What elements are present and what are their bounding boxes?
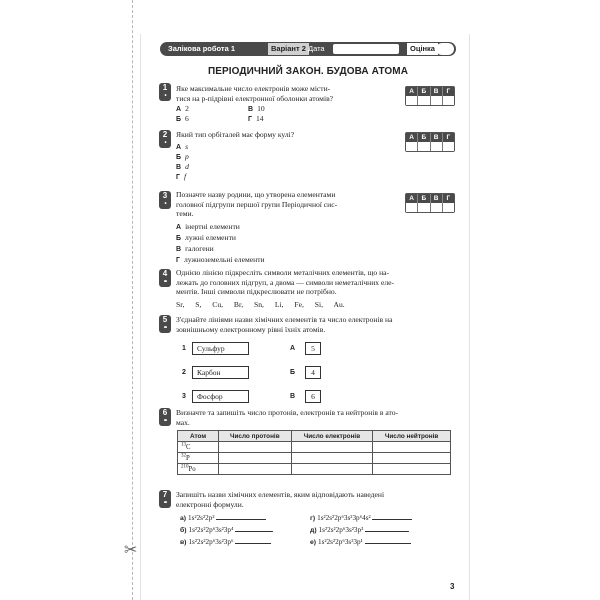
match-left-number-2: 2 bbox=[182, 369, 186, 376]
question-number-5: 5 •• bbox=[159, 315, 171, 333]
answer-cell[interactable] bbox=[219, 464, 292, 475]
match-right-letter-a: А bbox=[290, 345, 296, 352]
difficulty-dots: •• bbox=[163, 500, 167, 506]
question-3-text: Позначте назву родини, що утворена елементами головної підгрупи першої групи Періодичної сис- теми. bbox=[176, 190, 338, 219]
header-atom: Атом bbox=[178, 431, 219, 442]
question-6-text: Визначте та запишіть число протонів, електронів та нейтронів в ато- мах. bbox=[176, 408, 399, 427]
table-header-row bbox=[178, 431, 451, 442]
answer-cell[interactable] bbox=[219, 453, 292, 464]
answer-line[interactable] bbox=[365, 525, 409, 532]
element-box-3[interactable]: Фосфор bbox=[192, 390, 249, 403]
q1-option-d[interactable]: Г 14 bbox=[248, 114, 264, 123]
scissors-icon: ✂ bbox=[124, 540, 138, 559]
atom-cell: $^{210}$Po bbox=[178, 464, 219, 475]
page-title: ПЕРІОДИЧНИЙ ЗАКОН. БУДОВА АТОМА bbox=[207, 66, 409, 77]
question-number-6: 6 •• bbox=[159, 408, 171, 426]
table-row bbox=[178, 453, 451, 464]
answer-line[interactable] bbox=[235, 537, 271, 544]
question-number-4: 4 •• bbox=[159, 269, 171, 287]
atoms-table bbox=[177, 430, 451, 475]
formula-e: д) 1s²2s²2p⁶3s²3p³ bbox=[310, 525, 409, 534]
value-box-c[interactable]: 6 bbox=[305, 390, 321, 403]
answer-line[interactable] bbox=[235, 525, 273, 532]
atom-cell: $^{13}$C bbox=[178, 442, 219, 453]
element-box-1[interactable]: Сульфур bbox=[192, 342, 249, 355]
answer-cell[interactable] bbox=[373, 453, 451, 464]
question-5-text: З'єднайте лініями назви хімічних елементів та число електронів на зовнішньому електронному рівні їхніх атомів. bbox=[176, 315, 393, 334]
page-number: 3 bbox=[450, 582, 455, 591]
table-row bbox=[178, 442, 451, 453]
answer-cell[interactable] bbox=[219, 442, 292, 453]
answer-grid-1[interactable]: А Б В Г bbox=[405, 86, 455, 106]
q1-option-a[interactable]: А 2 bbox=[176, 104, 189, 113]
q3-option-d[interactable]: Г лужноземельні елементи bbox=[176, 255, 265, 264]
header-electrons: Число електронів bbox=[291, 431, 373, 442]
question-number-3: 3 • bbox=[159, 191, 171, 209]
cut-line bbox=[132, 0, 133, 600]
grade-label: Оцінка bbox=[407, 43, 438, 55]
q1-option-c[interactable]: В 10 bbox=[248, 104, 265, 113]
difficulty-dots: •• bbox=[163, 279, 167, 285]
formula-c: в) 1s²2s²2p⁶3s²3p⁶ bbox=[180, 537, 271, 546]
match-right-letter-b: Б bbox=[290, 369, 296, 376]
answer-cell[interactable] bbox=[291, 464, 373, 475]
grade-field[interactable] bbox=[436, 43, 454, 55]
q2-option-d[interactable]: Г f bbox=[176, 172, 187, 181]
answer-cell[interactable] bbox=[291, 453, 373, 464]
date-label: Дата bbox=[308, 44, 325, 53]
atom-cell: $^{32}$P bbox=[178, 453, 219, 464]
value-box-a[interactable]: 5 bbox=[305, 342, 321, 355]
work-label: Залікова робота 1 bbox=[168, 44, 236, 53]
question-1-text: Яке максимальне число електронів може місти- тися на p-підрівні електронної оболонки атомів? bbox=[176, 84, 334, 103]
match-left-number-3: 3 bbox=[182, 393, 186, 400]
formula-f: е) 1s²2s²2p⁶3s²3p¹ bbox=[310, 537, 411, 546]
q2-option-b[interactable]: Б p bbox=[176, 152, 189, 161]
match-left-number-1: 1 bbox=[182, 345, 186, 352]
answer-grid-3[interactable]: А Б В Г bbox=[405, 193, 455, 213]
answer-cell[interactable] bbox=[373, 464, 451, 475]
formula-b: б) 1s²2s²2p⁶3s²3p⁴ bbox=[180, 525, 273, 534]
difficulty-dots: •• bbox=[163, 418, 167, 424]
date-field[interactable] bbox=[333, 44, 399, 54]
table-row bbox=[178, 464, 451, 475]
difficulty-dots: • bbox=[164, 201, 166, 207]
header-bar bbox=[160, 42, 456, 56]
q1-option-b[interactable]: Б 6 bbox=[176, 114, 189, 123]
difficulty-dots: • bbox=[164, 140, 166, 146]
q3-option-a[interactable]: А інертні елементи bbox=[176, 222, 240, 231]
match-right-letter-c: В bbox=[290, 393, 296, 400]
question-number-2: 2 • bbox=[159, 130, 171, 148]
value-box-b[interactable]: 4 bbox=[305, 366, 321, 379]
formula-d: г) 1s²2s²2p⁶3s²3p⁶4s² bbox=[310, 513, 412, 522]
q2-option-a[interactable]: А s bbox=[176, 142, 189, 151]
difficulty-dots: • bbox=[164, 93, 166, 99]
answer-line[interactable] bbox=[365, 537, 411, 544]
question-number-7: 7 •• bbox=[159, 490, 171, 508]
formula-a: а) 1s²2s²2p² bbox=[180, 513, 266, 522]
answer-grid-2[interactable]: А Б В Г bbox=[405, 132, 455, 152]
answer-cell[interactable] bbox=[291, 442, 373, 453]
variant-label: Варіант 2 bbox=[268, 43, 309, 55]
question-7-text: Запишіть назви хімічних елементів, яким відповідають наведені електронні формули. bbox=[176, 490, 385, 509]
element-box-2[interactable]: Карбон bbox=[192, 366, 249, 379]
q3-option-c[interactable]: В галогени bbox=[176, 244, 214, 253]
question-4-text: Однією лінією підкресліть символи металічних елементів, що на- лежать до головних підгруп, а двома — символи неметалічних еле- ментів. Інші символи підкреслювати не потрібно. bbox=[176, 268, 395, 297]
answer-cell[interactable] bbox=[373, 442, 451, 453]
header-protons: Число протонів bbox=[219, 431, 292, 442]
answer-line[interactable] bbox=[372, 513, 412, 520]
question-number-1: 1 • bbox=[159, 83, 171, 101]
element-symbols[interactable]: Sr, S, Cu, Br, Sn, Li, Fe, Si, Au. bbox=[176, 300, 345, 309]
difficulty-dots: •• bbox=[163, 325, 167, 331]
q3-option-b[interactable]: Б лужні елементи bbox=[176, 233, 236, 242]
question-2-text: Який тип орбіталей має форму кулі? bbox=[176, 130, 295, 139]
header-neutrons: Число нейтронів bbox=[373, 431, 451, 442]
answer-line[interactable] bbox=[216, 513, 266, 520]
q2-option-c[interactable]: В d bbox=[176, 162, 189, 171]
